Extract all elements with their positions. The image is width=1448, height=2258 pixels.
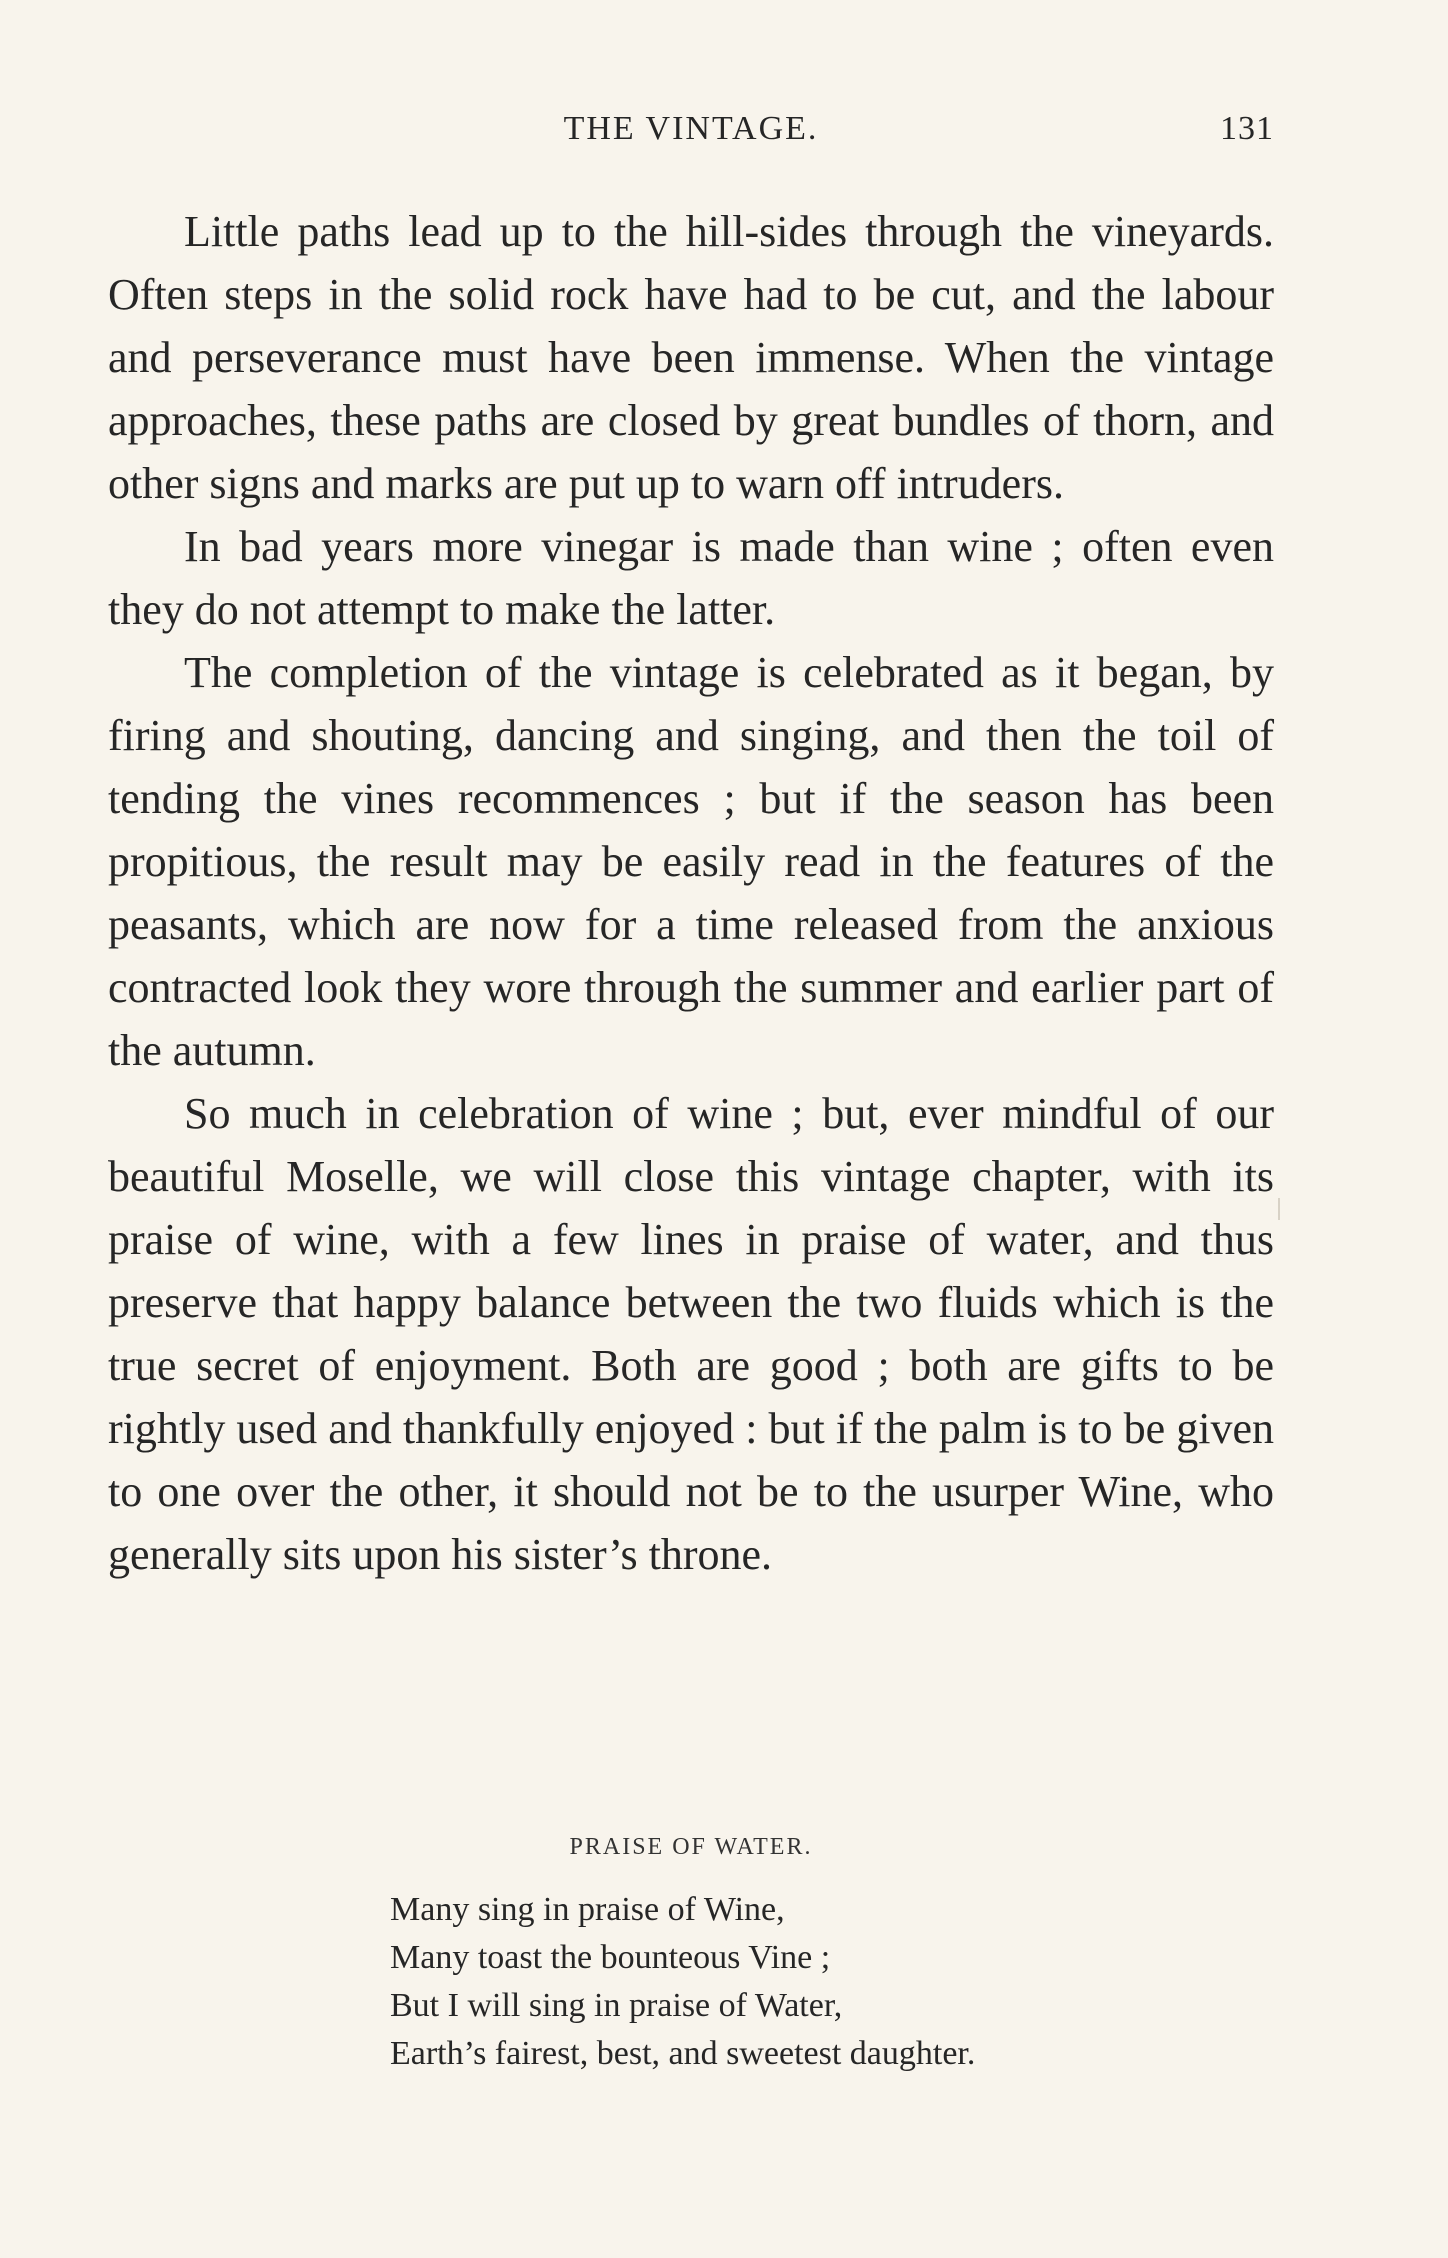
paragraph: In bad years more vinegar is made than wine ; often even they do not attempt to make the latter. [108, 522, 1274, 634]
paper-mark [1278, 1198, 1280, 1220]
page-number: 131 [1220, 110, 1274, 147]
poem-title: PRAISE OF WATER. [569, 1834, 813, 1860]
body-text [108, 200, 1274, 1586]
poem-line: Many toast the bounteous Vine ; [390, 1939, 831, 1976]
poem-line: Many sing in praise of Wine, [390, 1891, 785, 1928]
poem-line: Earth’s fairest, best, and sweetest daughter. [390, 2035, 976, 2072]
page-header [108, 110, 1274, 166]
paragraph: The completion of the vintage is celebrated as it began, by firing and shouting, dancing and singing, and then the toil of tending the vines recommences ; but if the season has been propitious, the result may be easily read in the features of the peasants, which are now for a time released from the anxious contracted look they wore through the summer and earlier part of the autumn. [108, 648, 1274, 1075]
poem [390, 1886, 1190, 2078]
poem-line: But I will sing in praise of Water, [390, 1987, 843, 2024]
paragraph: So much in celebration of wine ; but, ever mindful of our beautiful Moselle, we will close this vintage chapter, with its praise of wine, with a few lines in praise of water, and thus preserve that happy balance between the two fluids which is the true secret of enjoyment. Both are good ; both are gifts to be rightly used and thankfully enjoyed : but if the palm is to be given to one over the other, it should not be to the usurper Wine, who generally sits upon his sister’s throne. [108, 1089, 1274, 1579]
paragraph: Little paths lead up to the hill-sides through the vineyards. Often steps in the solid rock have had to be cut, and the labour and perseverance must have been immense. When the vintage approaches, these paths are closed by great bundles of thorn, and other signs and marks are put up to warn off intruders. [108, 207, 1274, 508]
running-title: THE VINTAGE. [563, 110, 819, 147]
